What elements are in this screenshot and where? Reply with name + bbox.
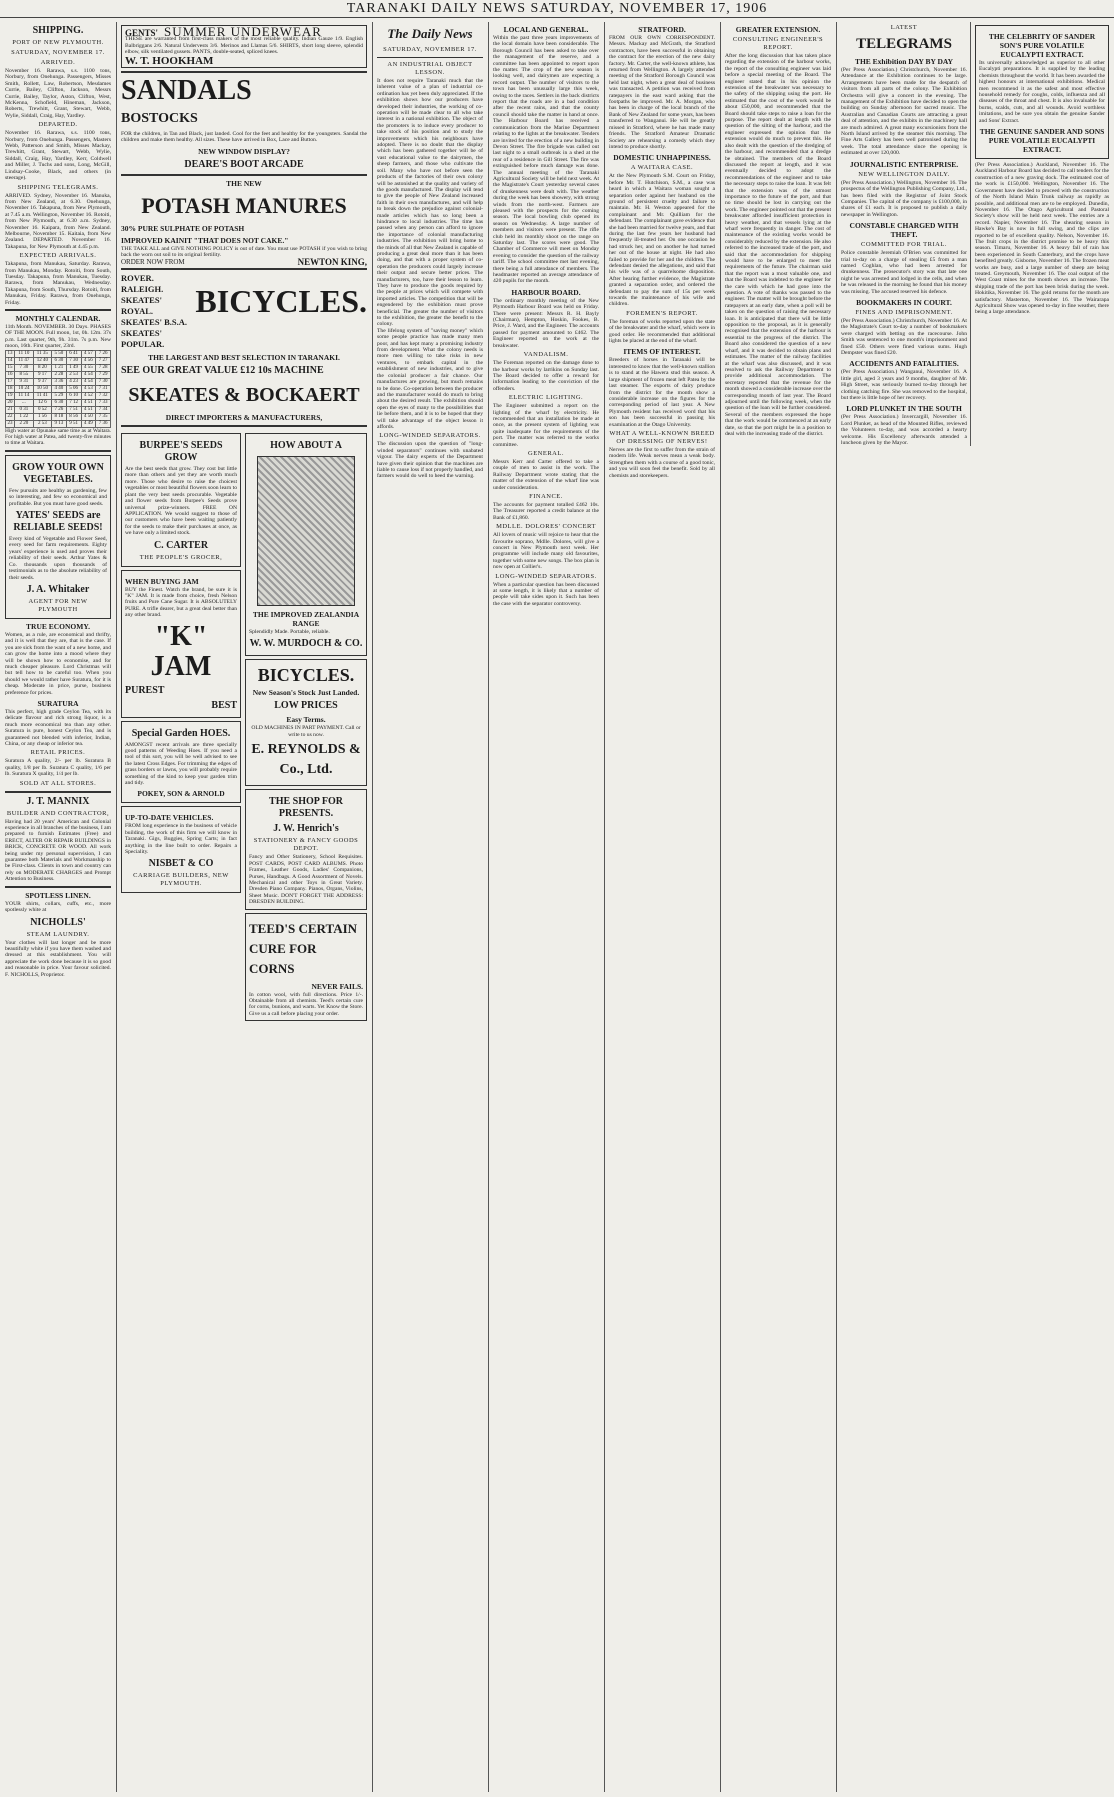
column-local: [490, 22, 602, 1792]
filler-text: When a particular question has been discussed at some length, it is likely that a number of people will take sides upon it. Such has been the case with the separator controversy.: [493, 581, 599, 607]
filler-text: The accounts for payment totalled £462 10s. The Treasurer reported a credit balance at the Bank of £1,860.: [493, 502, 599, 521]
filler-text: Fancy and Other Stationery, School Requisites. POST CARDS, POST CARD ALBUMS. Photo Frames, Leather Goods, Ladies' Companions, Purses, Handbags. A Good Assortment of Novels. Mechanical and other Toys in Great Variety. Dresden Piano Company. Pianos, Organs, Violins, Sheet Music. DON'T FORGET THE ADDRESS: DRESDEN BUILDING.: [249, 854, 363, 906]
grow-heading: GROW YOUR OWN VEGETABLES.: [12, 461, 104, 485]
vehicles-heading: UP-TO-DATE VEHICLES.: [125, 813, 214, 823]
filler-text: The Foreman reported on the damage done to the harbour works by larrikins on Sunday last. The Board decided to offer a reward for information leading to the conviction of the offenders.: [493, 360, 599, 392]
nisbet-sub: CARRIAGE BUILDERS, NEW PLYMOUTH.: [133, 872, 229, 888]
range-image: [257, 456, 355, 606]
largest-line: THE LARGEST AND BEST SELECTION IN TARANAKI.: [148, 353, 340, 363]
gents-label: GENTS': [125, 28, 159, 38]
filler-text: The lifelong system of "saving money" which some people practice has made many men poor, and has kept many a promising industry from development. What the colony needs is more men willing to take risks in new ventures, to embark capital in the establishment of new industries, and to give the colonial producer a fair chance. Our manufactures are growing, but much remains to be done. Co-operation between the producer and the manufacturer would do much to bring about the desired result. The exhibition should open the eyes of many to the possibilities that lie before them, and it is to be hoped that they will take advantage of the object lesson it affords.: [377, 327, 483, 430]
filler-text: Takapuna, from Manukau, Saturday. Rarawa, from Manukau, Monday. Rotoiti, from South, Tuesday. Takapuna, from Manukau, Tuesday. Rarawa, from Manukau, Wednesday. Takapuna, from South, Thursday. Rotoiti, from Manukau, Friday. Rarawa, from Onehunga, Friday.: [5, 261, 111, 306]
separators-heading: LONG-WINDED SEPARATORS.: [379, 432, 481, 440]
burpee-ad: [121, 433, 241, 566]
shipping-heading: SHIPPING.: [32, 25, 84, 36]
newton-king: NEWTON KING,: [297, 256, 367, 267]
filler-text: Every kind of Vegetable and Flower Seed, every seed for farm requirements. Eighty years' experience is used and proves their reliability of their seeds. Arthur Yates & Co. thousands upon thousands of testimonials as to the absolute reliability of their seeds.: [9, 536, 107, 581]
filler-text: Nerves are the first to suffer from the strain of modern life. Weak nerves mean a weak body. Strengthen them with a course of a good tonic, and you will soon feel the benefit. Sold by all chemists and storekeepers.: [609, 446, 715, 479]
filler-text: (Per Press Association.) Christchurch, November 16. At the Magistrate's Court to-day a number of bookmakers were charged with betting on the racecourse. John Smith was sentenced to one month's imprisonment and fined £50. Others were fined various sums. Hugh Dempster was fined £20.: [841, 317, 967, 356]
spotless-heading: SPOTLESS LINEN.: [25, 890, 91, 900]
hookham-ad: [121, 25, 367, 68]
filler-text: All lovers of music will rejoice to hear that the favourite soprano, Mdlle. Dolores, will give a concert in New Plymouth next week. Her programme will include many old favourites, together with some new songs. The box plan is now open at Collier's.: [493, 532, 599, 571]
accidents-heading: ACCIDENTS AND FATALITIES.: [849, 359, 959, 369]
column-editorial: [374, 22, 486, 1792]
window-heading: NEW WINDOW DISPLAY?: [198, 146, 290, 156]
retail-heading: RETAIL PRICES.: [30, 749, 86, 757]
vandalism-heading: VANDALISM.: [523, 351, 569, 359]
filler-text: FOR the children, in Tan and Black, just landed. Cool for the feet and healthy for the youngsters. Sandal the children and make them healthy. All sizes. These have arrived in Box, Lace and Button.: [121, 131, 367, 144]
never-fails: NEVER FAILS.: [311, 981, 363, 991]
filler-text: Are the best seeds that grow. They cost but little more than others and yet they are worth much more. Those who desire to raise the choicest vegetables or most beautiful flowers soon learn to plant the very best seeds procurable. Vegetable and flower seeds from Burpee's Seeds prove universal prize-winners. FREE ON APPLICATION. We would suggest to those of our customers who have been waiting patiently for the seeds to make their purchases at once, as we have only a limited stock.: [125, 466, 237, 537]
filler-text: (Per Press Association.) Christchurch, November 16. Attendance at the Exhibition continues to be large. Arrangements have been made for the despatch of visitors from all parts of the colony. The Exhibition Orchestra will give a concert in the evening. The management of the Exhibition have decided to open the building on Sunday afternoon for sacred music. The Australian and Canadian Courts are attracting a great deal of attention, and the exhibits in the machinery hall are much admired. A great many excursionists from the North Island arrived by the steamer this morning. The Fine Arts Gallery has been well patronised during the week. The total attendance since the opening is estimated at over 120,000.: [841, 67, 967, 157]
zealandia-line: THE IMPROVED ZEALANDIA RANGE: [252, 610, 360, 629]
filler-text: The Engineer submitted a report on the lighting of the wharf by electricity. He recommended that an installation be made at once, as the present system of lighting was quite inadequate for the requirements of the port. The matter was referred to the works committee.: [493, 403, 599, 448]
filler-text: The foreman of works reported upon the state of the breakwater and the wharf, which were in good order. He recommended that additional lights be placed at the end of the wharf.: [609, 318, 715, 345]
filler-text: This perfect, high grade Ceylon Tea, with its delicate flavour and rich strong liquor, is a much more economical tea than any other. Suratura is pure, honest Ceylon Tea, and is guaranteed not blended with inferior, Indian, China, or any cheap or inferior tea.: [5, 708, 111, 747]
stratford-heading: STRATFORD.: [638, 25, 686, 34]
column-stratford: [606, 22, 718, 1792]
domestic-heading: DOMESTIC UNHAPPINESS.: [613, 153, 711, 163]
filler-text: Having had 20 years' American and Colonial experience in all branches of the business, I am prepared to furnish Estimates (Free) and ERECT, ALTER OR REPAIR BUILDINGS in BRICK, CONCRETE OR WOOD. All work being under my personal supervision, I can guarantee both Materials and Workmanship to be First-class. Clients in town and country can rely on MODERATE CHARGES and Prompt Attention to Business.: [5, 818, 111, 883]
latest-label: LATEST: [890, 24, 918, 31]
filler-text: Few pursuits are healthy as gardening, few so interesting, and few so economical and profitable. But you must have good seeds.: [9, 487, 107, 507]
whitaker-sub: AGENT FOR NEW PLYMOUTH: [28, 597, 88, 613]
telegrams-heading: TELEGRAMS: [856, 36, 952, 52]
value-line: SEE OUR GREAT VALUE £12 10s MACHINE: [121, 365, 324, 377]
kainit-line: IMPROVED KAINIT "THAT DOES NOT CAKE.": [121, 235, 289, 245]
exhibition-heading: THE Exhibition DAY BY DAY: [854, 57, 954, 66]
filler-text: AMONGST recent arrivals are three specially good patterns of Weeding Hoes. If you need a tool of this sort, you will be well advised to see the latest Cross Edges. For trimming the edges of grass borders or lawns, you will probably require something of the kind to keep your garden trim and tidy.: [125, 741, 237, 786]
whitaker-name: J. A. Whitaker: [26, 583, 90, 595]
filler-text: Splendidly Made. Portable, reliable.: [249, 629, 330, 636]
filler-text: YOUR shirts, collars, cuffs, etc., more spotlessly white at: [5, 900, 111, 914]
filler-text: THESE are warranted from first-class makers of the most reliable quality. Indian Gauze 1/9. English Balbriggans 2/6. Natural Undervests 3/6. Merinos and Llamas 5/6. SHIRTS, short long sleeve, splendid elbow, silk ventilated gussets. PANTS, double-seated, spliced knees.: [125, 36, 363, 56]
editorial-date: SATURDAY, NOVEMBER 17.: [383, 46, 477, 53]
skeates-heading: SKEATES & BOCKAERT: [128, 384, 360, 407]
plunket-heading: LORD PLUNKET IN THE SOUTH: [846, 404, 962, 414]
filler-text: OLD MACHINES IN PART PAYMENT. Call or write to us now.: [251, 725, 361, 738]
carter-name: C. CARTER: [153, 539, 209, 551]
yates-ad: [5, 455, 111, 619]
stationery-line: STATIONERY & FANCY GOODS DEPOT.: [253, 837, 359, 853]
bicycles-heading: BICYCLES.: [195, 283, 367, 320]
filler-text: Your clothes will last longer and be more beautifully white if you have them washed and dressed at this establishment. You will appreciate the work done because it is so good and reasonable in price. Your favour solicited. F. NICHOLLS, Proprietor.: [5, 939, 111, 978]
hoes-ad: [121, 721, 241, 804]
dolores-heading: MDLLE. DOLORES' CONCERT: [496, 523, 596, 531]
bsa-label: SKEATES' B.S.A.: [121, 317, 187, 328]
nicholls-name: NICHOLLS': [30, 916, 86, 928]
filler-text: (Per Press Association.) Auckland, November 16. The Auckland Harbour Board has decided to call tenders for the construction of a new graving dock. The estimated cost of the work is £150,000. Wellington, November 16. The Government have decided to proceed with the construction of the North Island Main Trunk railway as rapidly as possible, and additional men are to be employed. Dunedin, November 16. The Otago Agricultural and Pastoral Society's show will be held next week. The entries are a record. Napier, November 16. The shearing season in Hawke's Bay is now in full swing, and the clips are reported to be of excellent quality. Nelson, November 16. The fruit crops in the district promise to be heavy this season. Timaru, November 16. A heavy fall of rain has been experienced in South Canterbury, and the crops have benefited greatly. Gisborne, November 16. The frozen meat works are busy, and a large number of sheep are being treated. Greymouth, November 16. The coal output of the West Coast mines for the month shows an increase. The shipping trade of the port has been brisk during the week. Hokitika, November 16. The gold returns for the month are satisfactory. Masterton, November 16. The Wairarapa Agricultural Show was opened to-day in fine weather, there being a large attendance.: [975, 162, 1109, 316]
pleat-heading: LONG-WINDED SEPARATORS.: [495, 572, 597, 580]
sold-heading: SOLD AT ALL STORES.: [19, 779, 97, 787]
nisbet-ad: [121, 806, 241, 893]
filler-text: Women, as a rule, are economical and thrifty, and it is well that they are, that is the case. If you are sick from the want of a new home, and can grow the home into a mood where they will be shown how to economise, and for much cheaper pleasure. Lord Christmas will but tell how to be careful too. When you should we would rather have Suratura, for it is cheap. Moderate in price, purse, business preference for prices.: [5, 631, 111, 696]
carter-sub: THE PEOPLE'S GROCER,: [139, 553, 223, 561]
electric-heading: ELECTRIC LIGHTING.: [508, 394, 584, 402]
filler-text: FROM long experience in the business of vehicle building, the work of this firm we will know in Taranaki. Gigs, Buggies, Spring Carts; in fact anything in the line built to order. Repairs a Speciality.: [125, 823, 237, 856]
filler-text: Within the past three years improvements of the local domain have been considerable. The Borough Council has been asked to take over the management of the reserve, and a committee has been appointed to report upon the matter. The crop of the new season is looking well, and dairymen are expecting a record output. The number of visitors to the town has been unusually large this week, owing to the races. Settlers in the back districts report that the roads are in a bad condition after the recent rains, and that the county council should take the matter in hand at once. The Harbour Board has received a communication from the Marine Department relating to the lights at the breakwater. Tenders are invited for the erection of a new building in Devon Street. The fire brigade was called out last night to a small outbreak in a shed at the rear of a residence in Gill Street. The fire was extinguished before much damage was done. The annual meeting of the Taranaki Agricultural Society will be held next week. At the Magistrate's Court yesterday several cases of drunkenness were dealt with. The weather during the week has been showery, with strong winds from the north-west. Farmers are pleased with the prospects for the coming season. The local bowling club opened its season on Wednesday. A large number of members and visitors were present. The rifle club held its monthly shoot on the range on Saturday last. The scores were good. The Chamber of Commerce will meet on Monday evening to consider the question of the railway tariff. The school committee met last evening, there being a full attendance of members. The headmaster reported an average attendance of 420 pupils for the month.: [493, 35, 599, 285]
when-buying: WHEN BUYING JAM: [125, 576, 199, 586]
reynolds-name: E. REYNOLDS & Co., Ltd.: [251, 742, 361, 778]
sander-heading: THE CELEBRITY OF SANDER SON'S PURE VOLATILE EUCALYPTI EXTRACT.: [988, 32, 1096, 59]
filler-text: November 16. Rarawa, s.s. 1100 tons, Norbury, from Onehunga. Passengers, Masters Webb, Patterson and Smith, Misses Mackay, Trewhitt, Grant, Stewart, Webb, Wylie, Siddall, Craig, Hay, Yardley, Kerr, Coldwell and Miller, J. Tuchs and sons, Long, McGill, Lindsay-Cooke, Black, and others (in steerage).: [5, 130, 111, 182]
expected-heading: EXPECTED ARRIVALS.: [19, 252, 97, 260]
column-ads: [118, 22, 370, 1792]
filler-text: ARRIVED. Sydney, November 16. Manuka, from New Zealand, at 6.30. Onehunga, November 16. Takapuna, from New Plymouth, at 7.45 a.m. Wellington, November 16. Rotoiti, from New Plymouth, at 6.30 a.m. Sydney, November 16. Kaipara, from New Zealand. Melbourne, November 15. Kaitaia, from New Zealand. DEPARTED. November 16. Takapuna, for New Plymouth at 4.45 p.m.: [5, 192, 111, 250]
rover-label: ROVER.: [121, 273, 154, 284]
burpee-heading: BURPEE'S SEEDS GROW: [139, 440, 223, 464]
finance-heading: FINANCE.: [529, 493, 563, 500]
filler-text: Police constable Jeremiah O'Brien was committed for trial to-day on a charge of stealing £5 from a man named Coghlan, who had been arrested for drunkenness. The prosecutor's story was that late one night he was arrested and lodged in the cells, and when he was released in the morning he found that his money was missing. The accused reserved his defence.: [841, 250, 967, 295]
murdoch-name: W. W. MURDOCH & CO.: [249, 638, 363, 650]
filler-text: Its universally acknowledged as superior to all other Eucalypti preparations. It is supplied by the leading chemists throughout the world. It has been awarded the highest honours at international exhibitions. Medical men recommend it as the safest and most effective household remedy for coughs, colds, influenza and all diseases of the throat and chest. It is also invaluable for burns, scalds, cuts, and all wounds. Avoid worthless imitations, and be sure you obtain the genuine Sander and Sons' Extract.: [979, 60, 1105, 124]
henrich-ad: [245, 789, 367, 909]
suratura-heading: SURATURA: [37, 698, 79, 708]
filler-text: In cotton wool, with full directions. Price 1/-. Obtainable from all chemists. Teed's certain cure for corns, bunions, and warts. Yet Know the Store. Give us a call before placing your order.: [249, 991, 363, 1017]
purest-label: PUREST: [125, 684, 165, 696]
filler-text: Suratura A quality, 2/- per lb. Suratura B quality, 1/8 per lb. Suratura C quality, 1/6 per lb. Suratura X quality, 1/4 per lb.: [5, 758, 111, 778]
popular-label: SKEATES' POPULAR.: [121, 328, 165, 350]
breed-heading: WHAT A WELL-KNOWN BREED OF DRESSING OF NERVES!: [609, 429, 715, 445]
filler-text: November 16. Rarawa, s.s. 1100 tons, Norbury, from Onehunga. Passengers, Misses Smith, Rollett, Law, Robertson, Mesdames Currie, Bailey, Clifton, Jackson, Messrs Currie, Bailey, Taylor, Aston, Clifton, West, McKenna, Schofield, Hineman, Jackson, Roberts, Trewhitt, Grant, Stewart, Webb, Wylie, Siddall, Craig, Hay, Yardley.: [5, 68, 111, 119]
teeds-ad: [245, 913, 367, 1022]
pokey-name: POKEY, SON & ARNOLD: [137, 789, 225, 799]
order-label: ORDER NOW FROM: [121, 257, 185, 266]
arrived-heading: ARRIVED.: [40, 59, 76, 66]
economy-heading: TRUE ECONOMY.: [26, 621, 90, 631]
constable-heading: CONSTABLE CHARGED WITH THEFT.: [849, 221, 959, 240]
column-shipping: [2, 22, 114, 1792]
filler-text: (Per Press Association.) Wellington, November 16. The prospectus of the Wellington Publishing Company, Ltd., has been filed with the Registrar of Joint Stock Companies. The capital of the company is £100,000, in shares of £1 each. It is proposed to publish a daily newspaper in Wellington.: [841, 179, 967, 218]
potash-new: THE NEW: [226, 178, 262, 188]
kjam-ad: [121, 570, 241, 718]
port-heading: PORT OF NEW PLYMOUTH.: [12, 39, 104, 46]
fines-heading: FINES AND IMPRISONMENT.: [855, 308, 953, 316]
sander-ad: [975, 25, 1109, 159]
engineer-heading: CONSULTING ENGINEER'S REPORT.: [732, 36, 824, 51]
summer-title: SUMMER UNDERWEAR: [164, 24, 322, 39]
bicycles2-heading: BICYCLES.: [257, 665, 355, 686]
nisbet-name: NISBET & CO: [148, 858, 214, 870]
masthead: TARANAKI DAILY NEWS SATURDAY, NOVEMBER 17, 1906: [0, 0, 1114, 18]
hookham-name: W. T. HOOKHAM: [125, 54, 214, 67]
local-heading: LOCAL AND GENERAL.: [503, 25, 589, 34]
hoes-heading: Special Garden HOES.: [131, 727, 231, 739]
low-prices: LOW PRICES: [274, 700, 338, 712]
items-heading: ITEMS OF INTEREST.: [623, 347, 701, 357]
telegrams-heading: SHIPPING TELEGRAMS.: [17, 183, 99, 191]
filler-text: It does not require Taranaki much that the inherent value of a plan of industrial co-ordination has yet been duly appreciated. If the exhibition shows how our producers have developed their industries, the working of co-operation will be made clear to all who take interest in a national exhibition. The object of the promoters is to induce every producer to take stock of his position and to study the improvements which his neighbours have adopted. There is no doubt that the display which has been gathered together will be of vast educational value to the dairymen, the sheep farmers, and those who cultivate the soil. Many who have not before seen the products of the factories of their own colony will be astonished at the quality and variety of the goods manufactured. The display will tend to give the people of New Zealand increased faith in their own manufactures, and will help to break down the prejudice against colonial-made articles which has so long been a hindrance to local industries. The time has passed when any person can afford to ignore the importance of colonial manufacturing industries. The exhibition will bring home to the minds of all that New Zealand is capable of producing a great deal more than it has been doing, and that with a proper system of co-operation the producers could largely increase their output and secure better prices. The manufacturers, too, have their lesson to learn. They have to produce the goods required by the people at prices which will compete with imported articles. The competition that will be engendered by the exhibition must prove beneficial. The greater the number of visitors to the exhibition, the greater the benefit to the colony.: [377, 78, 483, 328]
paper-title: The Daily News: [387, 26, 473, 41]
calendar-heading: MONTHLY CALENDAR.: [15, 314, 101, 323]
journalistic-heading: JOURNALISTIC ENTERPRISE.: [849, 159, 959, 169]
filler-text: Messrs Kerr and Carter offered to take a couple of men to assist in the work. The Railway Department wrote stating that the matter of the extension of the wharf line was under consideration.: [493, 458, 599, 491]
filler-text: 11th Month. NOVEMBER. 30 Days. PHASES OF THE MOON. Full moon, 1st, 0h. 12m. 37s p.m. Last quarter, 9th, 9h. 31m. 7s p.m. New moon, 16th. First quarter, 23rd.: [5, 324, 111, 350]
filler-text: The ordinary monthly meeting of the New Plymouth Harbour Board was held on Friday. There were present: Messrs R. H. Bayly (Chairman), Hempton, Hoskin, Fookes, B. Price, J. Ward, and the Engineer. The accounts passed for payment amounted to £462. The Engineer reported on the work at the breakwater.: [493, 297, 599, 349]
how-about: HOW ABOUT A: [270, 440, 342, 452]
filler-text: (Per Press Association.) Wanganui, November 16. A little girl, aged 3 years and 9 months, daughter of Mr. High Street, was seriously burned to-day through her clothing catching fire. She was removed to the hospital, but there is little hope of her recovery.: [841, 369, 967, 402]
mannix-sub: BUILDER AND CONTRACTOR,: [6, 809, 110, 817]
filler-text: THE TAKE ALL and GIVE NOTHING POLICY is out of date. You must use POTASH if you wish to bring back the worn out soil to its original fertility.: [121, 245, 367, 259]
column-telegrams: [838, 22, 1112, 1792]
reynolds-ad: [245, 659, 367, 786]
foremen-heading: FOREMEN'S REPORT.: [626, 309, 698, 317]
new-wellington-heading: NEW WELLINGTON DAILY.: [858, 170, 950, 178]
general-heading: GENERAL.: [528, 449, 564, 457]
deare-heading: DEARE'S BOOT ARCADE: [184, 158, 304, 170]
filler-text: FROM OUR OWN CORRESPONDENT. Messrs. Mackay and McGrath, the Stratford contractors, have been successful in obtaining the contract for the erection of the new dairy factory. Mr. Carter, the well-known athlete, has returned from Wellington. A largely attended meeting of the Stratford Borough Council was held last night, when a great deal of business was transacted. A petition was received from ratepayers in the east ward asking that the footpaths be improved. Mr. A. Morgan, who has been in charge of the local branch of the Bank of New Zealand for some years, has been transferred to Wanganui. He will be greatly missed in Stratford, where he has made many friends. The Stratford Amateur Dramatic Society are rehearsing a comedy which they intend to produce shortly.: [609, 35, 715, 150]
range-ad: [245, 433, 367, 656]
shipping-date: SATURDAY, NOVEMBER 17.: [11, 49, 105, 56]
harbour-heading: HARBOUR BOARD.: [511, 287, 581, 297]
filler-text: (Per Press Association.) Invercargill, November 16. Lord Plunket, as head of the Mounted Rifles, reviewed the Volunteers to-day, and was accorded a hearty welcome. His Excellency afterwards attended a luncheon given by the Mayor.: [841, 414, 967, 447]
waitara-heading: A WAITARA CASE.: [630, 164, 694, 172]
mannix-name: J. T. MANNIX: [26, 795, 90, 807]
greater-heading: GREATER EXTENSION.: [735, 25, 821, 34]
potash-heading: POTASH MANURES: [141, 192, 347, 218]
filler-text: BUY the Finest. Watch the brand, be sure it is "K" JAM. It is made from choice, fresh Nelson fruits and Pure Cane Sugar. It is ABSOLUTELY PURE. A trifle dearer, but a great deal better than any other brand.: [125, 586, 237, 619]
committed-heading: COMMITTED FOR TRIAL.: [861, 241, 947, 249]
laundry-name: STEAM LAUNDRY.: [26, 930, 90, 938]
shop-heading: THE SHOP FOR PRESENTS.: [269, 796, 343, 820]
best-label: BEST: [211, 699, 237, 711]
raleigh-label: RALEIGH.: [121, 284, 164, 295]
landed-line: New Season's Stock Just Landed.: [252, 688, 360, 698]
royal-label: SKEATES' ROYAL.: [121, 295, 162, 317]
tide-table: 13 11 10 11 35 5 50 6 41 4 57 7 26 14 11 47 12 40 6 30 7 30 4 56 7 27 15 7 30 8 20 1 21 1 49 4 55 7 28 16 8 55 9 17 2 28 2 53 4 54 7 29 17 9 31 9 37 3 36 4 23 4 54 7 30 18 10 24 10 50 4 40 5 06 4 53 7 31 19 11 14 11 41 5 29 6 10 4 52 7 32 20 ... 12 6 6 30 7 12 4 51 7 33 21 0 31 0 52 7 26 7 51 4 51 7 34 22 1 22 1 56 8 18 8 56 4 50 7 35 23 2 20 2 53 9 13 9 51 4 49 7 36: [5, 350, 111, 428]
leader-heading: AN INDUSTRIAL OBJECT LESSON.: [387, 61, 473, 76]
genuine-heading: THE GENUINE SANDER AND SONS PURE VOLATILE EUCALYPTI EXTRACT.: [979, 127, 1105, 155]
henrich-name: J. W. Henrich's: [273, 823, 339, 835]
easy-terms: Easy Terms.: [286, 715, 326, 725]
potash-sub: 30% PURE SULPHATE OF POTASH: [121, 223, 245, 233]
filler-text: At the New Plymouth S.M. Court on Friday, before Mr. T. Hutchison, S.M., a case was heard in which a Waitara woman sought a separation order against her husband on the ground of persistent cruelty and failure to maintain. Mr. H. Weston appeared for the complainant and Mr. Quilliam for the defendant. The complainant gave evidence that she had been married for twelve years, and that during the last few years her husband had frequently ill-treated her. On one occasion he had struck her, and on another he had turned her out of the house at night. He had also failed to provide for her and the children. The defendant denied the allegations, and said that his wife was of a quarrelsome disposition. After hearing further evidence, the Magistrate granted a separation order, and ordered the defendant to pay the sum of 15s per week towards the maintenance of his wife and children.: [609, 173, 715, 308]
sandals-heading: SANDALS: [121, 75, 252, 107]
column-extension: [722, 22, 834, 1792]
bookmakers-heading: BOOKMAKERS IN COURT.: [856, 297, 952, 307]
kjam-heading: "K" JAM: [150, 620, 212, 682]
importers-line: DIRECT IMPORTERS & MANUFACTURERS,: [165, 413, 323, 423]
yates-heading: YATES' SEEDS are RELIABLE SEEDS!: [13, 510, 103, 534]
bostocks-heading: BOSTOCKS: [121, 111, 198, 127]
teeds-heading: TEED'S CERTAIN CURE FOR CORNS: [249, 920, 358, 976]
filler-text: After the long discussion that has taken place regarding the extension of the harbour works, the report of the consulting engineer was laid before a special meeting of the Board. The engineer stated that in his opinion the extension of the breakwater was necessary to the safety of the shipping using the port. He estimated that the cost of the work would be about £50,000, and recommended that the Board should take steps to raise a loan for the purpose. The report dealt at length with the question of the silting of the harbour, and the engineer expressed the opinion that the extension would do much to prevent this. He also dealt with the question of the dredging of the harbour, and recommended that a dredge be obtained. The members of the Board discussed the report at length, and it was eventually decided to adopt the recommendations of the engineer and to take the necessary steps to raise the loan. It was felt that the extension was of the utmost importance to the future of the port, and that no time should be lost in carrying out the work. The engineer pointed out that the present breakwater afforded insufficient protection in heavy weather, and that vessels lying at the wharf were frequently in danger. The cost of maintenance of the existing works would be considerably reduced by the extension. He also referred to the increased trade of the port, and said that the accommodation for shipping would have to be enlarged to meet the requirements of the future. The chairman said that the report was a most valuable one, and that the Board was indebted to the engineer for the care with which he had gone into the question. A vote of thanks was passed to the engineer. The matter will be brought before the ratepayers at an early date, when a poll will be taken on the question of raising the necessary loan. It is anticipated that there will be little opposition to the proposal, as it is generally recognised that the extension of the harbour is essential to the progress of the district. The Board also considered the question of a new wharf, and it was decided to obtain plans and estimates. The matter of the railway facilities at the wharf was also discussed, and it was resolved to ask the Railway Department to provide additional accommodation. The secretary reported that the revenue for the month showed a considerable increase over the corresponding month of last year. The Board adjourned until the following week, when the question of the loan will be further considered. Several of the members expressed the hope that the work would be commenced at an early date, so that the port might be in a position to deal with the increasing trade of the district.: [725, 53, 831, 437]
filler-text: The discussion upon the question of "long-winded separators" continues with unabated vigour. The dairy experts of the Department have given their opinion that the machines are liable to cause loss if not properly handled, and farmers would do well to heed the warning.: [377, 441, 483, 480]
departed-heading: DEPARTED.: [38, 121, 78, 129]
filler-text: High water at Opunake same time as at Waitara. For high water at Patea, add twenty-five minutes to time at Waitara.: [5, 427, 111, 447]
filler-text: Breeders of horses in Taranaki will be interested to know that the well-known stallion is to stand at the Hawera stud this season. A large shipment of frozen meat left Patea by the last steamer. The exports of dairy produce from the district for the month show a considerable increase on the figures for the corresponding period of last year. A New Plymouth resident has received word that his son has been successful in passing his examination at the Otago University.: [609, 357, 715, 428]
